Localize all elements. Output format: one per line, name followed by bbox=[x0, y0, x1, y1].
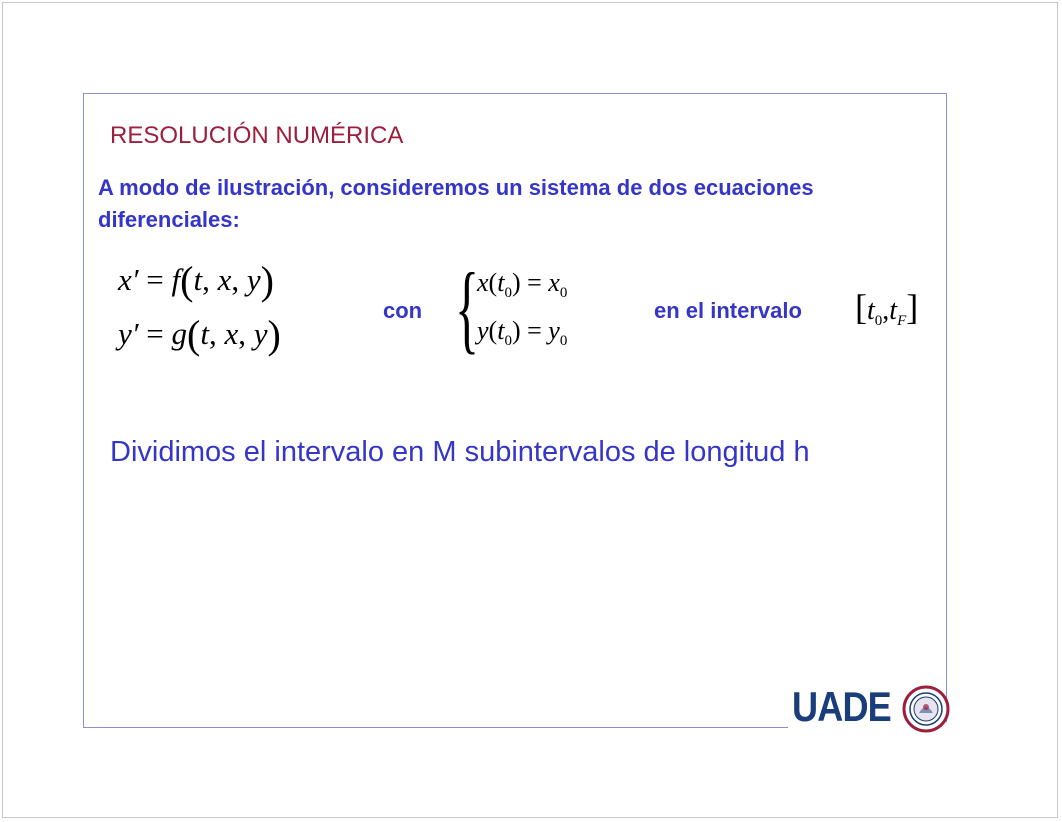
equation-x-prime: x′ = f(t, x, y) bbox=[118, 258, 274, 303]
con-label: con bbox=[383, 298, 423, 323]
logo-wordmark: UADE bbox=[792, 683, 891, 730]
initial-conditions-brace: { bbox=[455, 252, 479, 363]
slide-title: RESOLUCIÓN NUMÉRICA bbox=[110, 122, 404, 149]
uade-logo bbox=[792, 682, 956, 732]
interval-expression: $[t_0,t_F]$ bbox=[855, 287, 919, 329]
body-text: Dividimos el intervalo en M subintervalos de longitud h bbox=[110, 436, 810, 468]
initial-condition-y: $y(t_0) = y_0$ bbox=[477, 316, 568, 349]
initial-condition-x: $x(t_0) = x_0$ bbox=[477, 268, 568, 301]
intro-text: A modo de ilustración, consideremos un sistema de dos ecuaciones diferenciales: bbox=[98, 175, 814, 232]
equation-y-prime: y′ = g(t, x, y) bbox=[118, 312, 281, 357]
university-seal-icon bbox=[902, 685, 950, 733]
interval-label: en el intervalo bbox=[654, 298, 802, 323]
